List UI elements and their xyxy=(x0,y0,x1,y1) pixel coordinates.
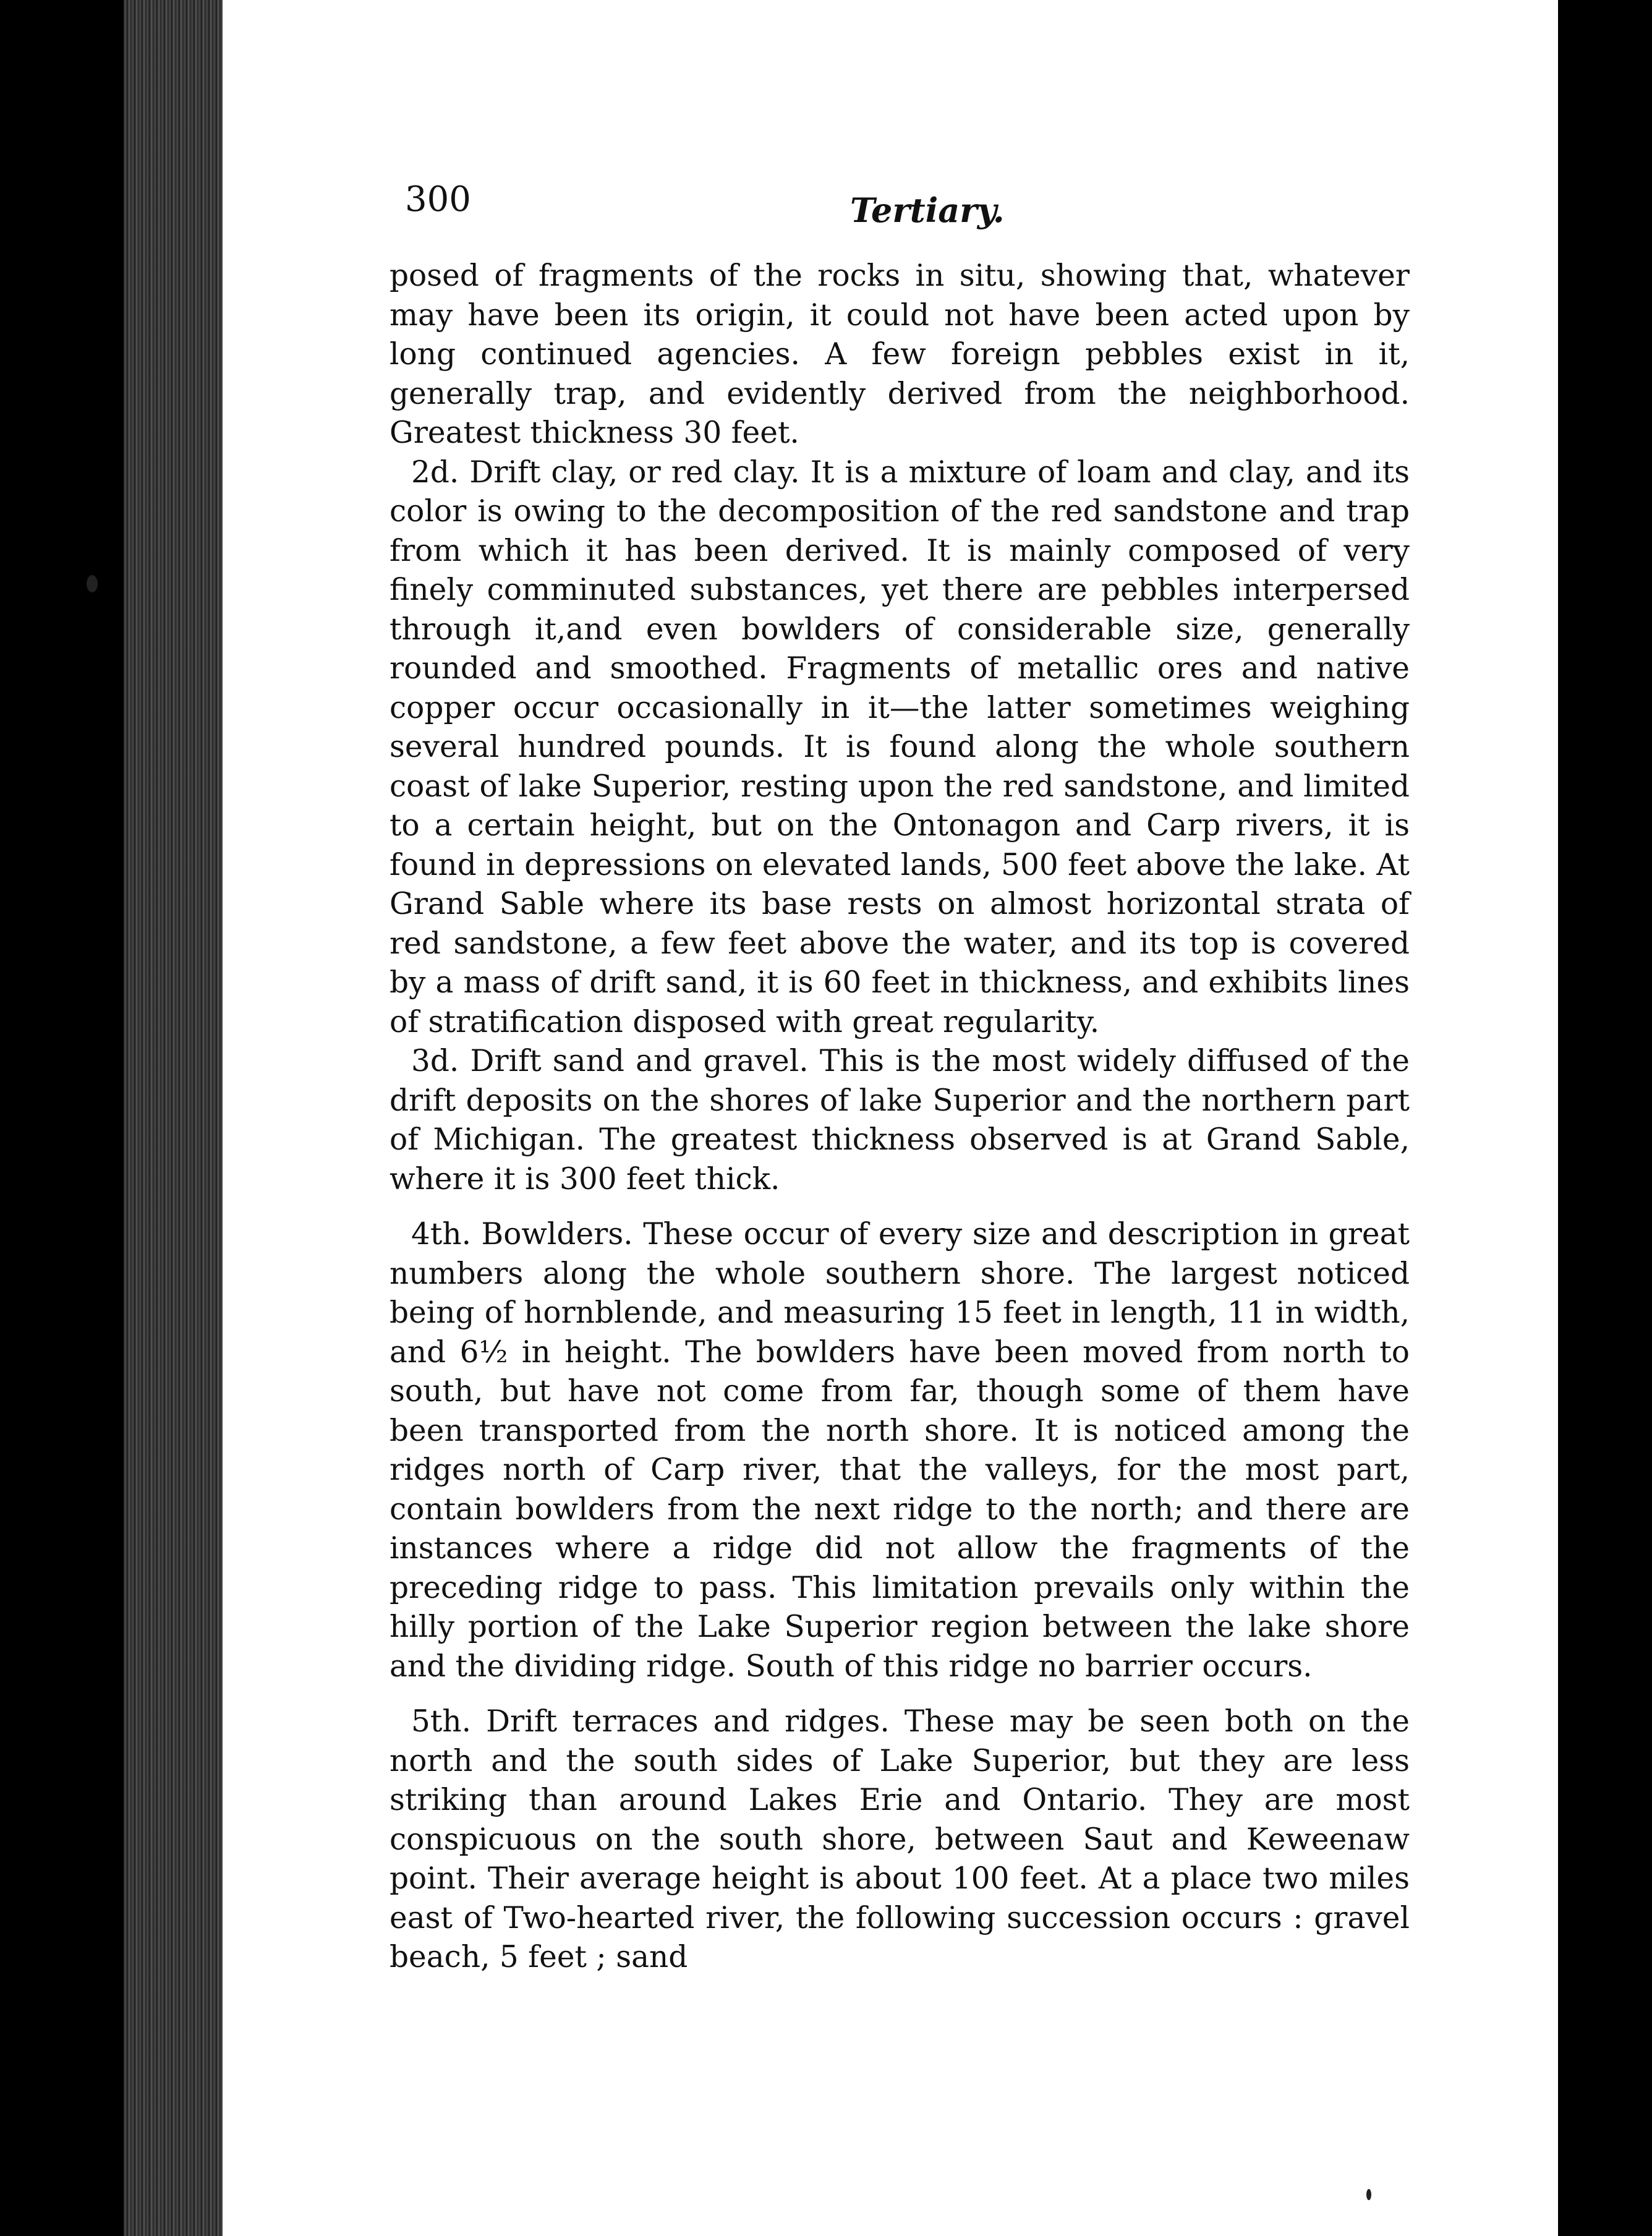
running-title: Tertiary. xyxy=(850,190,1005,230)
paragraph: posed of fragments of the rocks in situ, showing that, whatever may have been its origin, it could not have been acted upon by long continued agencies. A few foreign pebbles exist in it, generally trap, and evidently derived from the neighborhood. Greatest thickness 30 feet. xyxy=(390,258,1410,450)
paragraph: 3d. Drift sand and gravel. This is the most widely diffused of the drift deposits on the shores of lake Superior and the northern part of Michigan. The greatest thickness observed is at Grand Sable, where it is 300 feet thick. xyxy=(390,1044,1410,1197)
page-header xyxy=(405,179,1332,229)
margin-speck xyxy=(87,575,98,592)
paragraph: 5th. Drift terraces and ridges. These may be seen both on the north and the south sides of Lake Superior, but they are less striking than around Lakes Erie and Ontario. They are most conspicuous on the south shore, between Saut and Keweenaw point. Their average height is about 100 feet. At a place two miles east of Two-hearted river, the following succession occurs : gravel beach, 5 feet ; sand xyxy=(390,1704,1410,1974)
paragraph: 2d. Drift clay, or red clay. It is a mixture of loam and clay, and its color is owing to the decomposition of the red sandstone and trap from which it has been derived. It is mainly composed of very finely comminuted substances, yet there are pebbles interpersed through it,and even bowlders of considerable size, generally rounded and smoothed. Fragments of metallic ores and native copper occur occasionally in it—the latter sometimes weighing several hundred pounds. It is found along the whole southern coast of lake Superior, resting upon the red sandstone, and limited to a certain height, but on the Ontonagon and Carp rivers, it is found in depressions on elevated lands, 500 feet above the lake. At Grand Sable where its base rests on almost horizontal strata of red sandstone, a few feet above the water, and its top is covered by a mass of drift sand, it is 60 feet in thickness, and exhibits lines of stratification disposed with great regularity. xyxy=(390,454,1410,1039)
margin-speck xyxy=(1366,2189,1371,2200)
book-page-edges xyxy=(124,0,235,2236)
body-text xyxy=(390,257,1410,1978)
scan-border-right xyxy=(1558,0,1652,2236)
paragraph: 4th. Bowlders. These occur of every size and description in great numbers along the whole southern shore. The largest noticed being of hornblende, and measuring 15 feet in length, 11 in width, and 6½ in height. The bowlders have been moved from north to south, but have not come from far, though some of them have been transported from the north shore. It is noticed among the ridges north of Carp river, that the valleys, for the most part, contain bowlders from the next ridge to the north; and there are instances where a ridge did not allow the fragments of the preceding ridge to pass. This limitation prevails only within the hilly portion of the Lake Superior region between the lake shore and the dividing ridge. South of this ridge no barrier occurs. xyxy=(390,1217,1410,1684)
page-number: 300 xyxy=(405,179,471,220)
